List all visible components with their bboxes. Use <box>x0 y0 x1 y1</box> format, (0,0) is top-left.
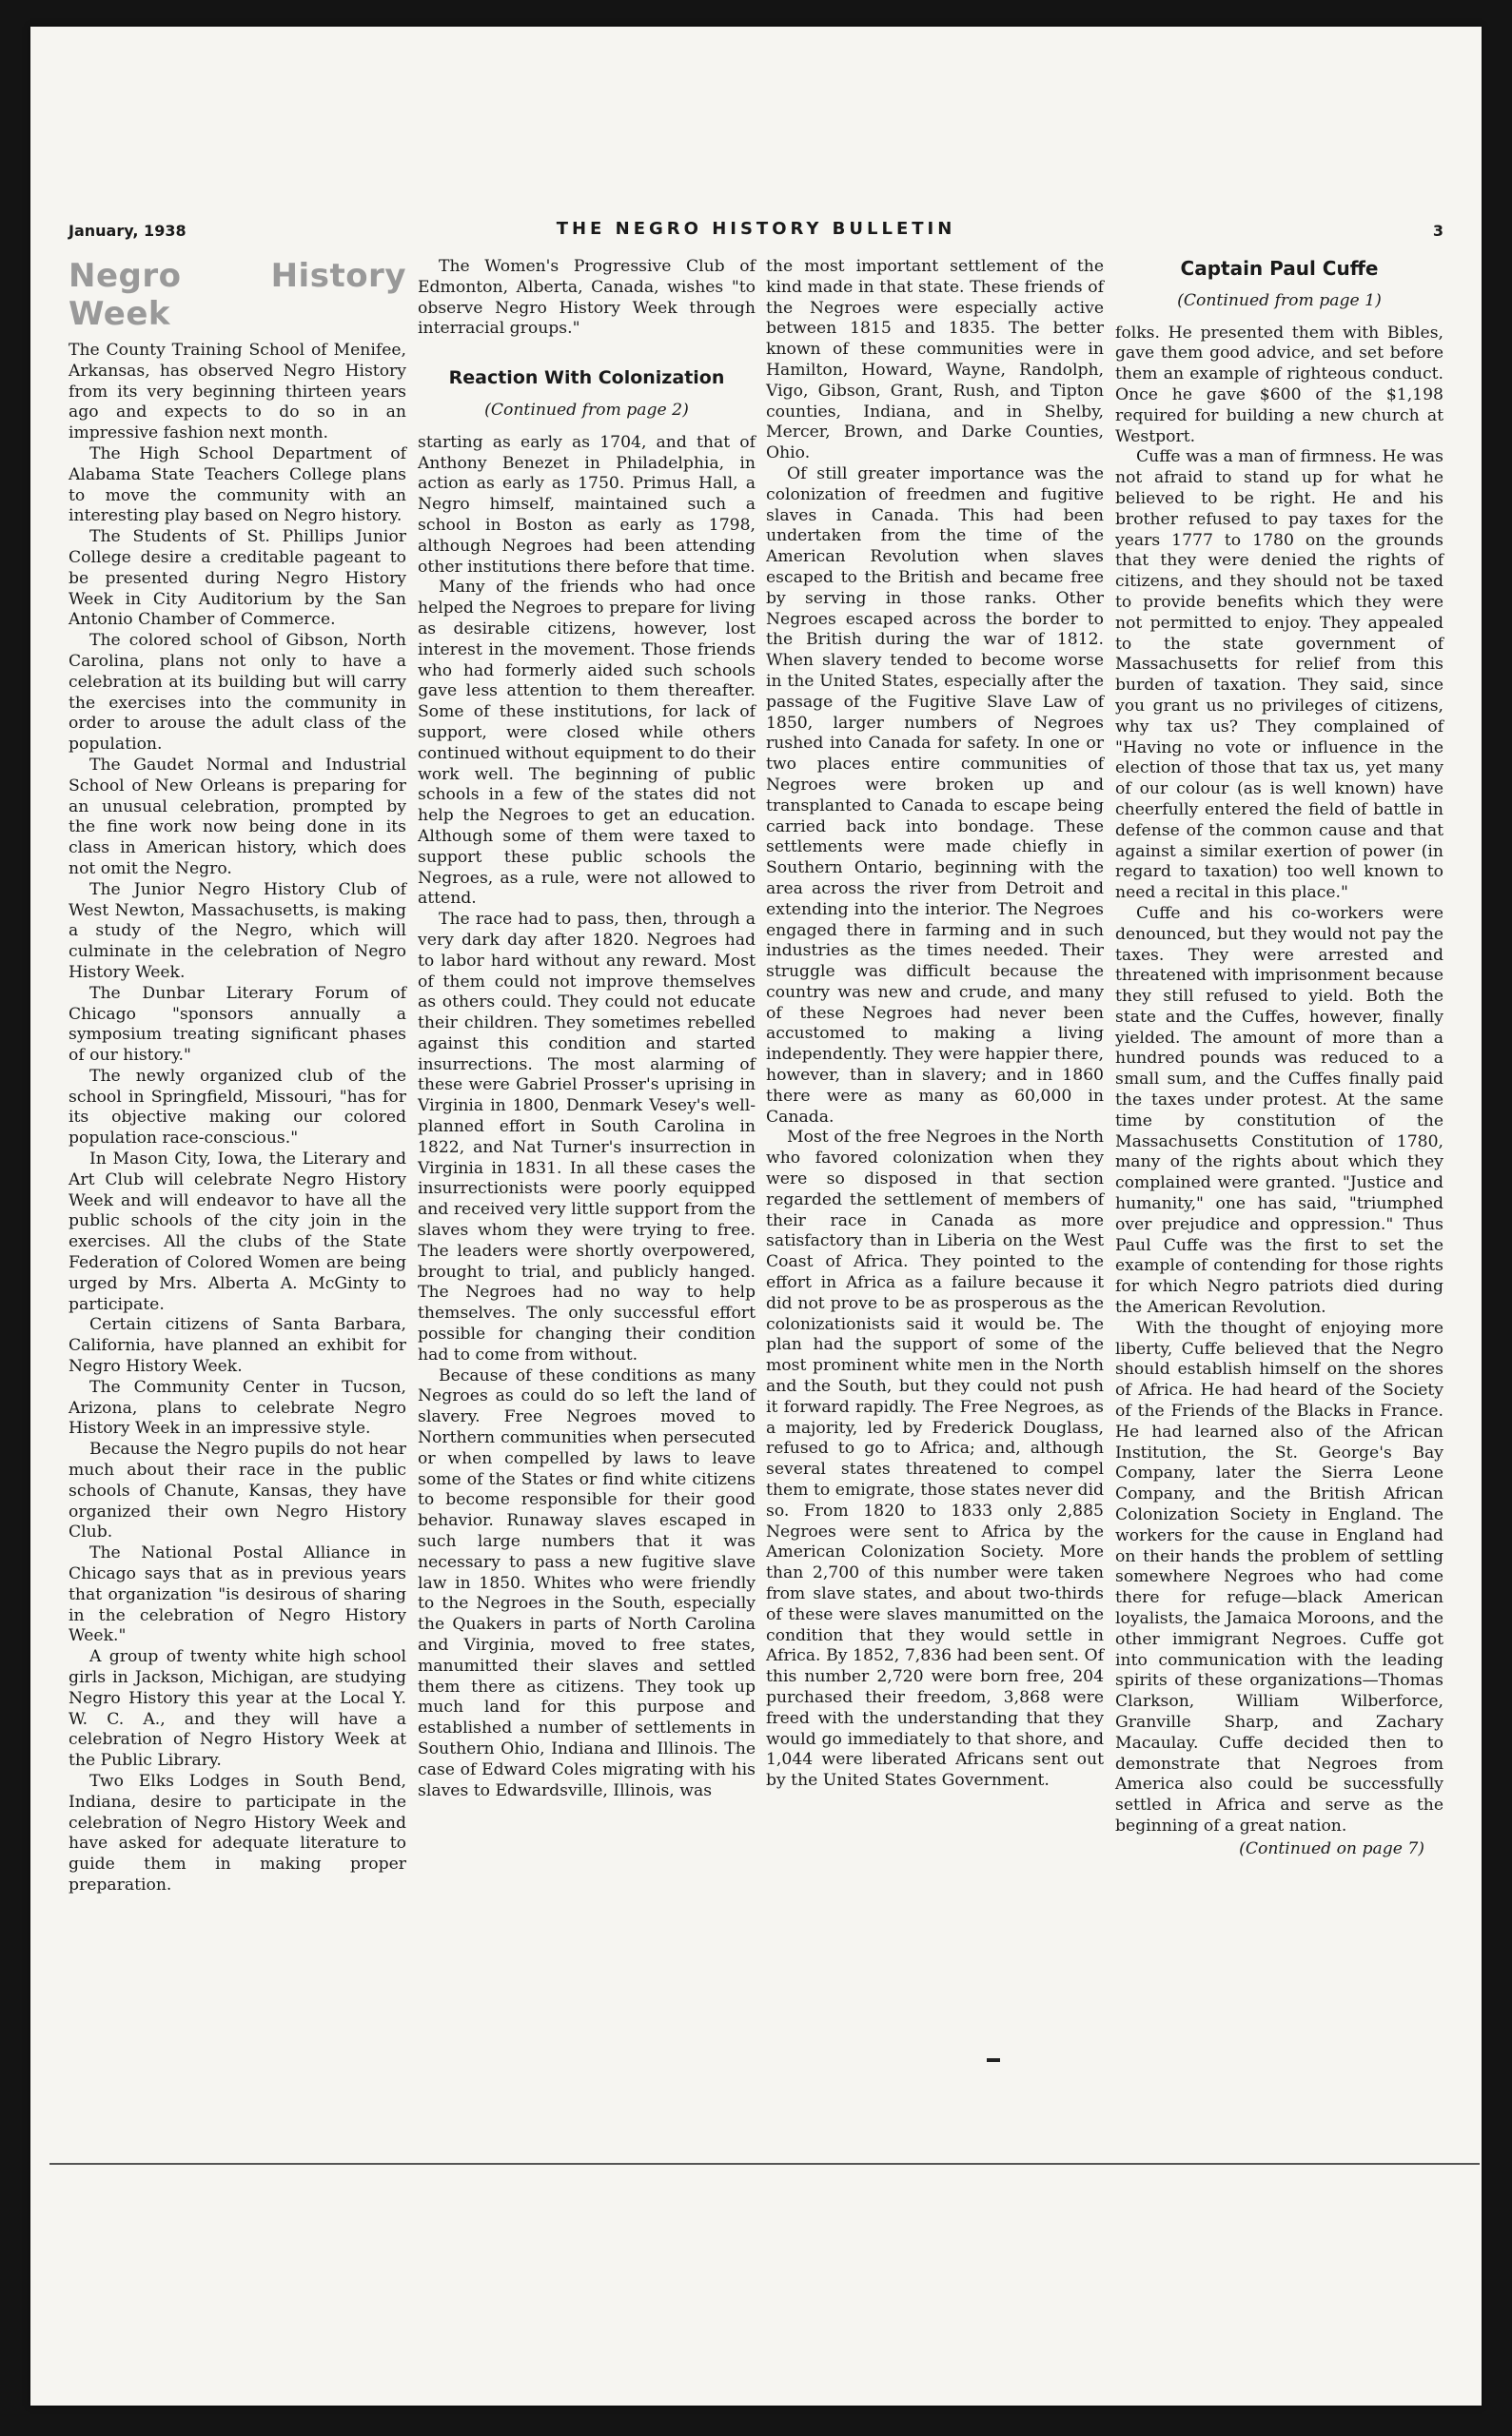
paragraph: folks. He presented them with Bibles, gave them good advice, and set before them an example of righteous conduct. Once he gave $600 of the $1,198 required for building a new church at Westport. <box>1115 323 1443 446</box>
continued-from-note: (Continued from page 2) <box>484 400 689 420</box>
publication-title: THE NEGRO HISTORY BULLETIN <box>556 219 956 239</box>
paul-cuffe-heading: Captain Paul Cuffe <box>1180 257 1379 280</box>
paragraph: In Mason City, Iowa, the Literary and Art Club will celebrate Negro History Week and will endeavor to have all the public schools of the city join in the exercises. All the clubs of the State Federation of Colored Women are being urged by Mrs. Alberta A. McGinty to participate. <box>69 1149 406 1314</box>
column-2 <box>418 257 756 1801</box>
paragraph: The newly organized club of the school in Springfield, Missouri, "has for its objective making our colored population race-conscious." <box>69 1066 406 1149</box>
paragraph: Certain citizens of Santa Barbara, California, have planned an exhibit for Negro History Week. <box>69 1315 406 1377</box>
paragraph: The colored school of Gibson, North Carolina, plans not only to have a celebration at its building but will carry the exercises into the community in order to arouse the adult class of the population. <box>69 631 406 755</box>
negro-history-week-heading: Negro History Week <box>69 257 406 333</box>
separator-mark <box>987 2058 1000 2062</box>
paragraph: The race had to pass, then, through a very dark day after 1820. Negroes had to labor hard without any reward. Most of them could not improve themselves as others could. They could not educate their children. They sometimes rebelled against this condition and started insurrections. The most alarming of these were Gabriel Prosser's uprising in Virginia in 1800, Denmark Vesey's well-planned effort in South Carolina in 1822, and Nat Turner's insurrection in Virginia in 1831. In all these cases the insurrectionists were poorly equipped and received very little support from the slaves whom they were trying to free. The leaders were shortly overpowered, brought to trial, and publicly hanged. The Negroes had no way to help themselves. The only successful effort possible for changing their condition had to come from without. <box>418 910 756 1365</box>
paragraph: Most of the free Negroes in the North who favored colonization when they were so disposed in that section regarded the settlement of members of their race in Canada as more satisfactory than in Liberia on the West Coast of Africa. They pointed to the effort in Africa as a failure because it did not prove to be as prosperous as the colonizationists said it would be. The plan had the support of some of the most prominent white men in the North and the South, but they could not push it forward rapidly. The Free Negroes, as a majority, led by Frederick Douglass, refused to go to Africa; and, although several states threatened to compel them to emigrate, those states never did so. From 1820 to 1833 only 2,885 Negroes were sent to Africa by the American Colonization Society. More than 2,700 of this number were taken from slave states, and about two-thirds of these were slaves manumitted on the condition that they would settle in Africa. By 1852, 7,836 had been sent. Of this number 2,720 were born free, 204 purchased their freedom, 3,868 were freed with the understanding that they would go immediately to that shore, and 1,044 were liberated Africans sent out by the United States Government. <box>766 1128 1104 1791</box>
paragraph: Cuffe and his co-workers were denounced, but they would not pay the taxes. They were arrested and threatened with imprisonment because they still refused to yield. Both the state and the Cuffes, however, finally yielded. The amount of more than a hundred pounds was reduced to a small sum, and the Cuffes finally paid the taxes under protest. At the same time by constitution of the Massachusetts Constitution of 1780, many of the rights about which they complained were granted. "Justice and humanity," one has said, "triumphed over prejudice and oppression." Thus Paul Cuffe was the first to set the example of contending for those rights for which Negro patriots died during the American Revolution. <box>1115 903 1443 1318</box>
paragraph: The Women's Progressive Club of Edmonton, Alberta, Canada, wishes "to observe Negro History Week through interracial groups." <box>418 257 756 339</box>
paragraph: starting as early as 1704, and that of Anthony Benezet in Philadelphia, in action as early as 1750. Primus Hall, a Negro himself, maintained such a school in Boston as early as 1798, although Negroes had been attending other institutions there before that time. <box>418 432 756 577</box>
column-4 <box>1115 257 1443 1860</box>
paragraph: Because the Negro pupils do not hear much about their race in the public schools of Chanute, Kansas, they have organized their own Negro History Club. <box>69 1440 406 1542</box>
page-number: 3 <box>1432 222 1443 240</box>
paragraph: the most important settlement of the kind made in that state. These friends of the Negroes were especially active between 1815 and 1835. The better known of these communities were in Hamilton, Howard, Wayne, Randolph, Vigo, Gibson, Grant, Rush, and Tipton counties, Indiana, and in Shelby, Mercer, Brown, and Darke Counties, Ohio. <box>766 257 1104 463</box>
column-1 <box>69 257 406 1896</box>
paragraph: With the thought of enjoying more liberty, Cuffe believed that the Negro should establish himself on the shores of Africa. He had heard of the Society of the Friends of the Blacks in France. He had learned also of the African Institution, the St. George's Bay Company, later the Sierra Leone Company, and the British African Colonization Society in England. The workers for the cause in England had on their hands the problem of settling somewhere Negroes who had come there for refuge—black American loyalists, the Jamaica Moroons, and the other immigrant Negroes. Cuffe got into communication with the leading spirits of these organizations—Thomas Clarkson, William Wilberforce, Granville Sharp, and Zachary Macaulay. Cuffe decided then to demonstrate that Negroes from America also could be successfully settled in Africa and serve as the beginning of a great nation. <box>1115 1318 1443 1836</box>
paragraph: The County Training School of Menifee, Arkansas, has observed Negro History from its very beginning thirteen years ago and expects to do so in an impressive fashion next month. <box>69 341 406 443</box>
newspaper-page <box>30 27 1482 2406</box>
paragraph: Of still greater importance was the colonization of freedmen and fugitive slaves in Canada. This had been undertaken from the time of the American Revolution when slaves escaped to the British and became free by serving in those ranks. Other Negroes escaped across the border to the British during the war of 1812. When slavery tended to become worse in the United States, especially after the passage of the Fugitive Slave Law of 1850, larger numbers of Negroes rushed into Canada for safety. In one or two places entire communities of Negroes were broken up and transplanted to Canada to escape being carried back into bondage. These settlements were made chiefly in Southern Ontario, beginning with the area across the river from Detroit and extending into the interior. The Negroes engaged there in farming and in such industries as the times needed. Their struggle was difficult because the country was new and crude, and many of these Negroes had never been accustomed to making a living independently. They were happier there, however, than in slavery; and in 1860 there were as many as 60,000 in Canada. <box>766 463 1104 1127</box>
paragraph: Many of the friends who had once helped the Negroes to prepare for living as desirable citizens, however, lost interest in the movement. Those friends who had formerly aided such schools gave less attention to them thereafter. Some of these institutions, for lack of support, were closed while others continued without equipment to do their work well. The beginning of public schools in a few of the states did not help the Negroes to get an education. Although some of them were taxed to support these public schools the Negroes, as a rule, were not allowed to attend. <box>418 578 756 909</box>
issue-date: January, 1938 <box>69 222 187 240</box>
continued-on-note: (Continued on page 7) <box>1239 1838 1424 1858</box>
paragraph: Because of these conditions as many Negroes as could do so left the land of slavery. Free Negroes moved to Northern communities when persecuted or when compelled by laws to leave some of the States or find white citizens to become responsible for their good behavior. Runaway slaves escaped in such large numbers that it was necessary to pass a new fugitive slave law in 1850. Whites who were friendly to the Negroes in the South, especially the Quakers in parts of North Carolina and Virginia, moved to free states, manumitted their slaves and settled them there as citizens. They took up much land for this purpose and established a number of settlements in Southern Ohio, Indiana and Illinois. The case of Edward Coles migrating with his slaves to Edwardsville, Illinois, was <box>418 1365 756 1800</box>
paragraph: The High School Department of Alabama State Teachers College plans to move the community with an interesting play based on Negro history. <box>69 443 406 526</box>
paragraph: The Dunbar Literary Forum of Chicago "sponsors annually a symposium treating significant phases of our history." <box>69 983 406 1066</box>
paragraph: The Community Center in Tucson, Arizona, plans to celebrate Negro History Week in an impressive style. <box>69 1377 406 1439</box>
page-bottom-rule <box>49 2163 1480 2165</box>
paragraph: The National Postal Alliance in Chicago says that as in previous years that organization "is desirous of sharing in the celebration of Negro History Week." <box>69 1543 406 1646</box>
paragraph: Cuffe was a man of firmness. He was not afraid to stand up for what he believed to be right. He and his brother refused to pay taxes for the years 1777 to 1780 on the grounds that they were denied the rights of citizens, and they should not be taxed to provide benefits which they were not permitted to enjoy. They appealed to the state government of Massachusetts for relief from this burden of taxation. They said, since you grant us no privileges of citizens, why tax us? They complained of "Having no vote or influence in the election of those that tax us, yet many of our colour (as is well known) have cheerfully entered the field of battle in defense of the common cause and that against a similar exertion of power (in regard to taxation) too well known to need a recital in this place." <box>1115 447 1443 903</box>
continued-from-note: (Continued from page 1) <box>1177 290 1382 310</box>
paragraph: A group of twenty white high school girls in Jackson, Michigan, are studying Negro History this year at the Local Y. W. C. A., and they will have a celebration of Negro History Week at the Public Library. <box>69 1647 406 1771</box>
paragraph: The Students of St. Phillips Junior College desire a creditable pageant to be presented during Negro History Week in City Auditorium by the San Antonio Chamber of Commerce. <box>69 527 406 630</box>
reaction-colonization-heading: Reaction With Colonization <box>448 367 725 389</box>
paragraph: The Junior Negro History Club of West Newton, Massachusetts, is making a study of the Negro, which will culminate in the celebration of Negro History Week. <box>69 879 406 982</box>
column-3 <box>766 257 1104 1792</box>
paragraph: Two Elks Lodges in South Bend, Indiana, desire to participate in the celebration of Negro History Week and have asked for adequate literature to guide them in making proper preparation. <box>69 1771 406 1895</box>
paragraph: The Gaudet Normal and Industrial School of New Orleans is preparing for an unusual celebration, prompted by the fine work now being done in its class in American history, which does not omit the Negro. <box>69 755 406 878</box>
